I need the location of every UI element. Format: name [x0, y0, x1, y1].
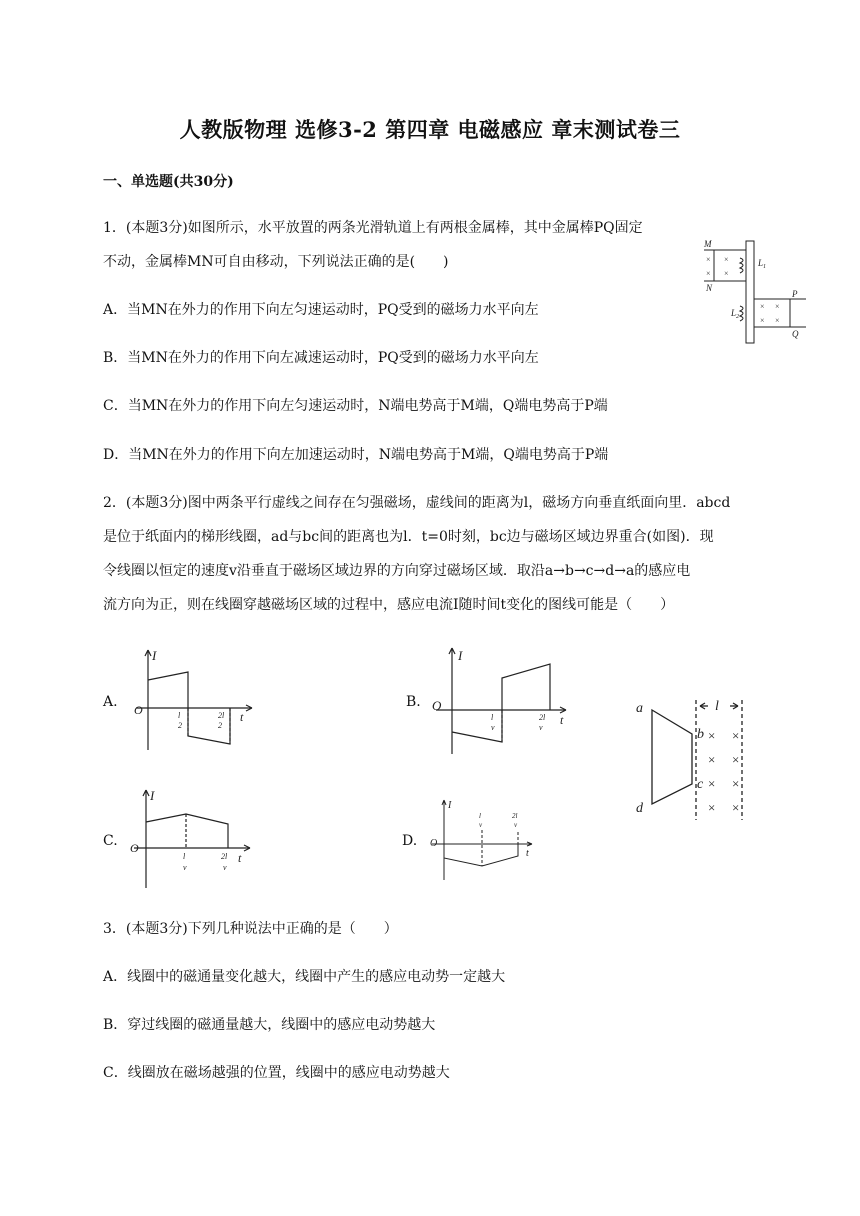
- field-cross-mark: ×: [732, 728, 740, 743]
- graph-c-t-label: t: [238, 851, 242, 865]
- section-heading: 一、单选题(共30分): [103, 174, 234, 190]
- graph-d-o-label: O: [430, 838, 438, 849]
- coil-label-b: b: [697, 727, 704, 742]
- q1-stem-line2: 不动，金属棒MN可自由移动，下列说法正确的是( ): [103, 254, 449, 270]
- graph-a-t1-den: 2: [178, 721, 182, 730]
- q3-option-a[interactable]: A．线圈中的磁通量变化越大，线圈中产生的感应电动势一定越大: [103, 969, 506, 985]
- q1-label-n: N: [706, 283, 713, 293]
- q2-coil-figure: [630, 692, 760, 824]
- q2-stem-line1: 2．(本题3分)图中两条平行虚线之间存在匀强磁场，虚线间的距离为l，磁场方向垂直纸面向里．abcd: [103, 495, 731, 511]
- q1-option-c[interactable]: C．当MN在外力的作用下向左匀速运动时，N端电势高于M端，Q端电势高于P端: [103, 398, 608, 414]
- graph-a-i-label: I: [152, 648, 157, 663]
- q2-graph-d[interactable]: [424, 796, 542, 882]
- q2-stem-line3: 令线圈以恒定的速度v沿垂直于磁场区域边界的方向穿过磁场区域．取沿a→b→c→d→a的感应电: [103, 563, 691, 579]
- q1-option-a[interactable]: A．当MN在外力的作用下向左匀速运动时，PQ受到的磁场力水平向左: [103, 302, 539, 318]
- q3-option-b[interactable]: B．穿过线圈的磁通量越大，线圈中的感应电动势越大: [103, 1017, 436, 1033]
- q2-graph-c[interactable]: [126, 786, 261, 890]
- q3-stem: 3．(本题3分)下列几种说法中正确的是（ ）: [103, 921, 398, 937]
- coil-label-c: c: [697, 777, 704, 792]
- graph-a-o-label: O: [134, 703, 143, 717]
- q2-graph-a[interactable]: [128, 646, 263, 754]
- graph-c-t1-den: v: [183, 863, 187, 872]
- field-cross-mark: ×: [724, 269, 729, 278]
- graph-b-i-label: I: [458, 648, 463, 663]
- field-cross-mark: ×: [760, 302, 765, 311]
- graph-d-t-label: t: [526, 848, 529, 859]
- graph-b-t-label: t: [560, 713, 564, 727]
- graph-a-t-label: t: [240, 710, 244, 724]
- q1-label-l1: L: [758, 258, 764, 268]
- graph-b-t2-num: 2l: [539, 713, 546, 722]
- coil-label-l: l: [715, 699, 719, 714]
- q1-label-m: M: [704, 239, 712, 249]
- graph-c-o-label: O: [130, 841, 139, 855]
- graph-a-t2-den: 2: [218, 721, 222, 730]
- graph-d-t2-num: 2l: [512, 812, 518, 820]
- graph-b-t1-num: l: [491, 713, 494, 722]
- q1-label-p: P: [792, 289, 798, 299]
- field-cross-mark: ×: [708, 752, 716, 767]
- svg-text:L1: [757, 258, 766, 270]
- field-cross-mark: ×: [706, 255, 711, 264]
- field-cross-mark: ×: [706, 269, 711, 278]
- q2-stem-line2: 是位于纸面内的梯形线圈，ad与bc间的距离也为l．t=0时刻，bc边与磁场区域边界重合(如图)．现: [103, 529, 714, 545]
- graph-c-t2-num: 2l: [221, 852, 228, 861]
- graph-c-t1-num: l: [183, 852, 186, 861]
- q1-circuit-figure: [700, 236, 812, 346]
- graph-b-t2-den: v: [539, 723, 543, 732]
- graph-d-t2-den: v: [514, 821, 518, 829]
- field-cross-mark: ×: [732, 752, 740, 767]
- graph-d-t1-num: l: [479, 812, 481, 820]
- q1-option-b[interactable]: B．当MN在外力的作用下向左减速运动时，PQ受到的磁场力水平向左: [103, 350, 539, 366]
- field-cross-mark: ×: [708, 776, 716, 791]
- q1-label-l1-sub: 1: [763, 264, 767, 270]
- page-title: 人教版物理 选修3-2 第四章 电磁感应 章末测试卷三: [179, 117, 681, 142]
- field-cross-mark: ×: [775, 302, 780, 311]
- field-cross-mark: ×: [732, 800, 740, 815]
- coil-label-d: d: [636, 801, 643, 816]
- q1-stem-line1: 1．(本题3分)如图所示，水平放置的两条光滑轨道上有两根金属棒，其中金属棒PQ固定: [103, 220, 643, 236]
- q2-graph-b[interactable]: [428, 644, 573, 759]
- field-cross-mark: ×: [708, 800, 716, 815]
- q1-label-l2-sub: 2: [736, 314, 740, 320]
- field-cross-mark: ×: [708, 728, 716, 743]
- graph-d-t1-den: v: [479, 821, 483, 829]
- field-cross-mark: ×: [732, 776, 740, 791]
- field-cross-mark: ×: [775, 316, 780, 325]
- graph-b-o-label: O: [432, 698, 442, 713]
- graph-c-t2-den: v: [223, 863, 227, 872]
- field-cross-mark: ×: [760, 316, 765, 325]
- graph-a-t2-num: 2l: [218, 711, 225, 720]
- field-cross-mark: ×: [724, 255, 729, 264]
- graph-a-t1-num: l: [178, 711, 181, 720]
- q2-option-b-label[interactable]: B.: [406, 694, 421, 710]
- graph-c-i-label: I: [150, 788, 155, 803]
- svg-text:L2: [730, 308, 739, 320]
- q2-option-d-label[interactable]: D.: [402, 833, 418, 849]
- q2-stem-line4: 流方向为正，则在线圈穿越磁场区域的过程中，感应电流I随时间t变化的图线可能是（ ）: [103, 597, 675, 613]
- graph-d-i-label: I: [448, 800, 452, 811]
- q1-label-q: Q: [792, 329, 799, 339]
- q1-label-l2: L: [731, 308, 737, 318]
- q1-option-d[interactable]: D．当MN在外力的作用下向左加速运动时，N端电势高于M端，Q端电势高于P端: [103, 447, 609, 463]
- coil-label-a: a: [636, 701, 643, 716]
- q2-option-c-label[interactable]: C.: [103, 833, 118, 849]
- q2-option-a-label[interactable]: A.: [103, 694, 118, 710]
- graph-b-t1-den: v: [491, 723, 495, 732]
- q3-option-c[interactable]: C．线圈放在磁场越强的位置，线圈中的感应电动势越大: [103, 1065, 450, 1081]
